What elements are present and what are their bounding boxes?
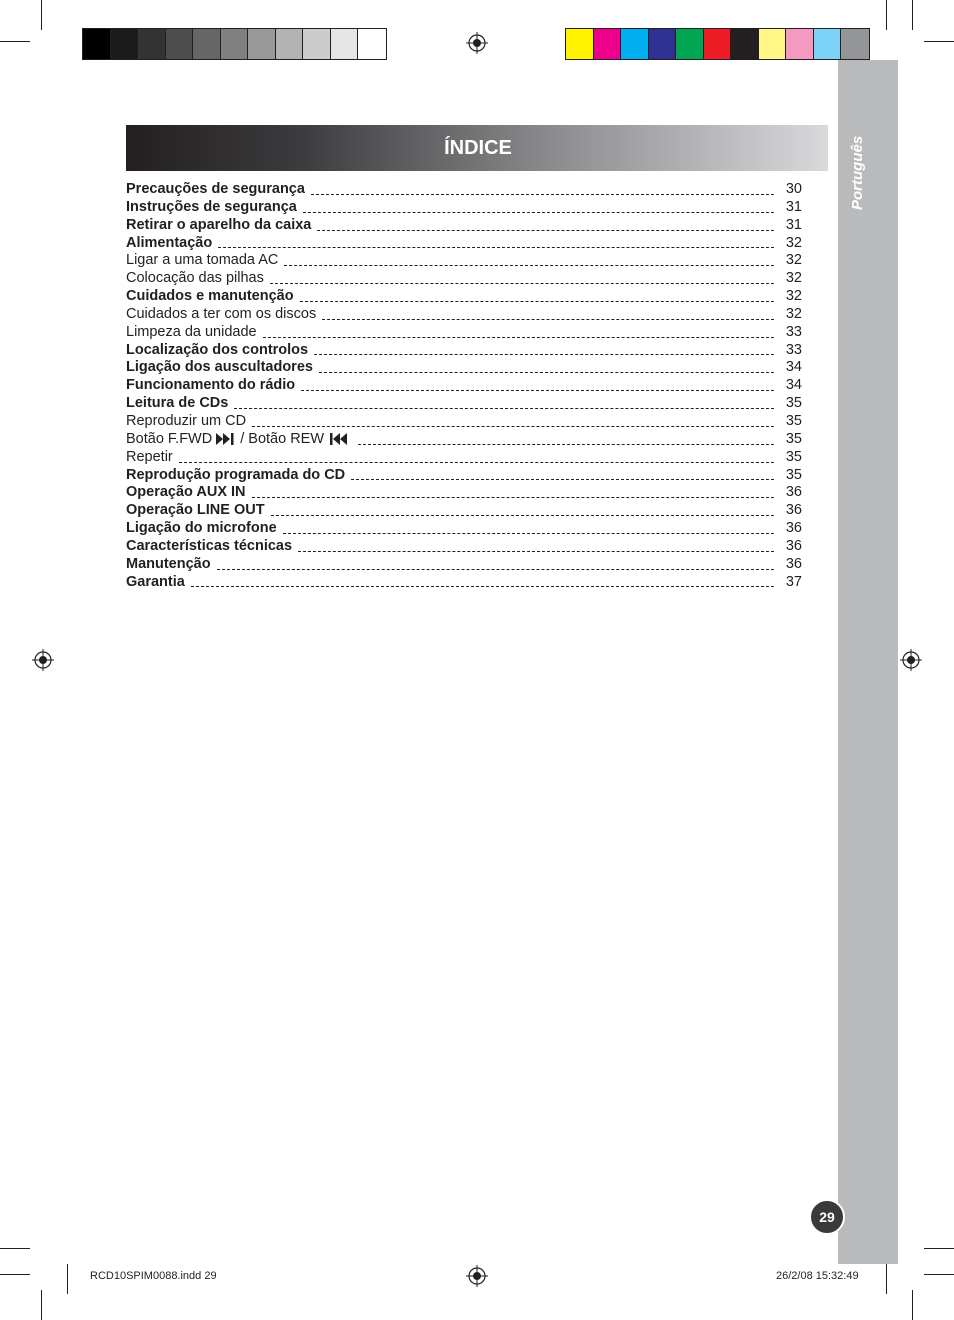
toc-entry-page: 35 — [785, 466, 802, 483]
toc-entry-text: Características técnicas — [126, 537, 293, 554]
toc-entry-page: 32 — [785, 252, 802, 269]
skip-back-icon — [328, 433, 348, 451]
dot-leader — [252, 496, 774, 498]
color-swatch — [331, 29, 359, 59]
dot-leader — [300, 300, 774, 302]
color-swatch — [704, 29, 732, 59]
dot-leader — [191, 585, 774, 587]
toc-entry-page: 31 — [785, 198, 802, 215]
crop-mark — [67, 1264, 68, 1294]
toc-entry — [126, 413, 802, 431]
crop-mark — [924, 1274, 954, 1275]
color-swatch — [193, 29, 221, 59]
toc-entry-label — [126, 288, 294, 306]
toc-entry-text: Precauções de segurança — [126, 181, 305, 197]
crop-mark — [924, 1248, 954, 1249]
language-label: Português — [849, 135, 866, 210]
color-swatch — [841, 29, 869, 59]
toc-entry — [126, 199, 802, 217]
crop-mark — [41, 0, 42, 30]
dot-leader — [234, 407, 774, 409]
footer-file-info: RCD10SPIM0088.indd 29 — [90, 1270, 217, 1282]
toc-entry — [126, 359, 802, 377]
section-header — [126, 125, 828, 171]
toc-entry-label — [126, 181, 305, 199]
toc-entry-label — [126, 395, 228, 413]
toc-entry — [126, 395, 802, 413]
toc-entry-text: Reprodução programada do CD — [126, 466, 346, 483]
dot-leader — [298, 550, 774, 552]
toc-entry — [126, 288, 802, 306]
grayscale-color-bar — [82, 28, 387, 60]
toc-entry — [126, 449, 802, 467]
toc-entry — [126, 520, 802, 538]
toc-entry-page: 36 — [785, 555, 802, 572]
color-swatch — [566, 29, 594, 59]
color-swatch — [303, 29, 331, 59]
dot-leader — [314, 353, 774, 355]
toc-entry-page: 36 — [785, 537, 802, 554]
color-swatch — [621, 29, 649, 59]
toc-entry-page: 32 — [785, 270, 802, 287]
toc-entry — [126, 324, 802, 342]
toc-entry-page: 35 — [785, 448, 802, 465]
toc-entry — [126, 306, 802, 324]
toc-entry-page: 32 — [785, 305, 802, 322]
toc-entry-page: 33 — [785, 341, 802, 358]
toc-entry-page: 32 — [785, 288, 802, 305]
toc-entry-label — [126, 467, 345, 485]
toc-entry-page: 36 — [785, 484, 802, 501]
dot-leader — [322, 318, 774, 320]
color-swatch — [676, 29, 704, 59]
crop-mark — [924, 41, 954, 42]
toc-entry-label — [126, 556, 211, 574]
color-swatch — [276, 29, 304, 59]
color-swatch — [111, 29, 139, 59]
page-number: 29 — [809, 1199, 845, 1235]
toc-entry — [126, 484, 802, 502]
toc-entry-label — [126, 306, 316, 324]
toc-entry — [126, 538, 802, 556]
toc-entry-label — [126, 502, 265, 520]
toc-entry-label — [126, 270, 264, 288]
dot-leader — [301, 389, 774, 391]
dot-leader — [319, 371, 774, 373]
color-swatch — [358, 29, 386, 59]
toc-entry — [126, 502, 802, 520]
toc-entry-label — [126, 199, 297, 217]
toc-entry-text: Manutenção — [126, 555, 211, 572]
dot-leader — [358, 443, 774, 445]
crop-mark — [41, 1290, 42, 1320]
toc-entry-label — [126, 217, 311, 235]
dot-leader — [179, 461, 774, 463]
toc-entry-page: 30 — [785, 181, 802, 197]
toc-entry-text: Colocação das pilhas — [126, 270, 264, 287]
toc-entry — [126, 270, 802, 288]
registration-mark-icon — [900, 649, 922, 671]
crop-mark — [886, 0, 887, 30]
crop-mark — [886, 1264, 887, 1294]
toc-entry-text: Reproduzir um CD — [126, 412, 247, 429]
toc-entry — [126, 377, 802, 395]
color-swatch — [248, 29, 276, 59]
toc-entry-page: 36 — [785, 520, 802, 537]
toc-entry — [126, 217, 802, 235]
table-of-contents — [126, 181, 802, 591]
dot-leader — [252, 425, 774, 427]
toc-entry-label — [126, 574, 185, 592]
crop-mark — [0, 1274, 30, 1275]
dot-leader — [303, 211, 774, 213]
toc-entry-label — [126, 484, 246, 502]
toc-entry-page: 35 — [785, 412, 802, 429]
toc-entry-text: Operação LINE OUT — [126, 502, 265, 519]
toc-entry-label — [126, 235, 212, 253]
toc-entry-label — [126, 324, 257, 342]
toc-entry — [126, 342, 802, 360]
dot-leader — [218, 246, 774, 248]
toc-entry-text: Retirar o aparelho da caixa — [126, 216, 312, 233]
toc-entry-label — [126, 252, 278, 270]
toc-entry — [126, 252, 802, 270]
toc-entry-text: Instruções de segurança — [126, 198, 297, 215]
toc-entry-label — [126, 377, 295, 395]
footer-datetime: 26/2/08 15:32:49 — [776, 1270, 859, 1282]
toc-entry-page: 37 — [785, 573, 802, 590]
color-swatch — [594, 29, 622, 59]
page-title: ÍNDICE — [444, 136, 512, 159]
toc-entry-page: 34 — [785, 359, 802, 376]
dot-leader — [351, 478, 774, 480]
color-swatch — [166, 29, 194, 59]
toc-entry-label — [126, 538, 292, 556]
color-swatch — [83, 29, 111, 59]
toc-entry — [126, 431, 802, 449]
registration-mark-icon — [32, 649, 54, 671]
crop-mark — [0, 41, 30, 42]
dot-leader — [270, 282, 774, 284]
toc-entry-text: Alimentação — [126, 234, 213, 251]
color-swatch — [731, 29, 759, 59]
toc-entry-text: Ligação dos auscultadores — [126, 359, 313, 376]
color-swatch — [786, 29, 814, 59]
toc-entry-page: 34 — [785, 377, 802, 394]
language-side-tab — [838, 60, 898, 1264]
registration-mark-icon — [466, 32, 488, 54]
toc-entry — [126, 556, 802, 574]
toc-entry-text: Leitura de CDs — [126, 395, 229, 412]
toc-entry-label — [126, 413, 246, 431]
toc-entry-text: Operação AUX IN — [126, 484, 246, 501]
toc-entry-text: Cuidados e manutenção — [126, 288, 294, 305]
dot-leader — [311, 193, 774, 195]
toc-entry-page: 35 — [785, 395, 802, 412]
toc-entry — [126, 181, 802, 199]
toc-entry-text: Repetir — [126, 448, 173, 465]
toc-entry-page: 32 — [785, 234, 802, 251]
color-swatch — [759, 29, 787, 59]
toc-entry-page: 33 — [785, 323, 802, 340]
toc-entry — [126, 467, 802, 485]
toc-entry-text: Localização dos controlos — [126, 341, 309, 358]
toc-entry-text: Ligação do microfone — [126, 520, 277, 537]
toc-entry-text: Cuidados a ter com os discos — [126, 305, 317, 322]
toc-entry — [126, 235, 802, 253]
toc-entry-text: Garantia — [126, 573, 185, 590]
color-swatch — [138, 29, 166, 59]
color-swatch — [814, 29, 842, 59]
toc-entry-label — [126, 342, 308, 360]
process-color-bar — [565, 28, 870, 60]
skip-forward-icon — [216, 433, 236, 451]
toc-entry-page: 36 — [785, 502, 802, 519]
color-swatch — [221, 29, 249, 59]
dot-leader — [317, 229, 774, 231]
crop-mark — [912, 1290, 913, 1320]
toc-entry-text: Funcionamento do rádio — [126, 377, 296, 394]
crop-mark — [912, 0, 913, 30]
toc-entry-label — [126, 449, 173, 467]
color-swatch — [649, 29, 677, 59]
toc-entry — [126, 574, 802, 592]
toc-entry-label — [126, 520, 277, 538]
dot-leader — [263, 336, 774, 338]
crop-mark — [0, 1248, 30, 1249]
toc-entry-text: Limpeza da unidade — [126, 323, 257, 340]
toc-entry-text-suffix: / Botão REW — [240, 430, 325, 447]
dot-leader — [284, 264, 774, 266]
toc-entry-page: 35 — [785, 430, 802, 447]
dot-leader — [217, 568, 774, 570]
registration-mark-icon — [466, 1265, 488, 1287]
toc-entry-page: 31 — [785, 216, 802, 233]
toc-entry-text: Botão F.FWD — [126, 430, 213, 447]
dot-leader — [271, 514, 774, 516]
dot-leader — [283, 532, 774, 534]
toc-entry-label — [126, 359, 313, 377]
toc-entry-text: Ligar a uma tomada AC — [126, 252, 279, 269]
